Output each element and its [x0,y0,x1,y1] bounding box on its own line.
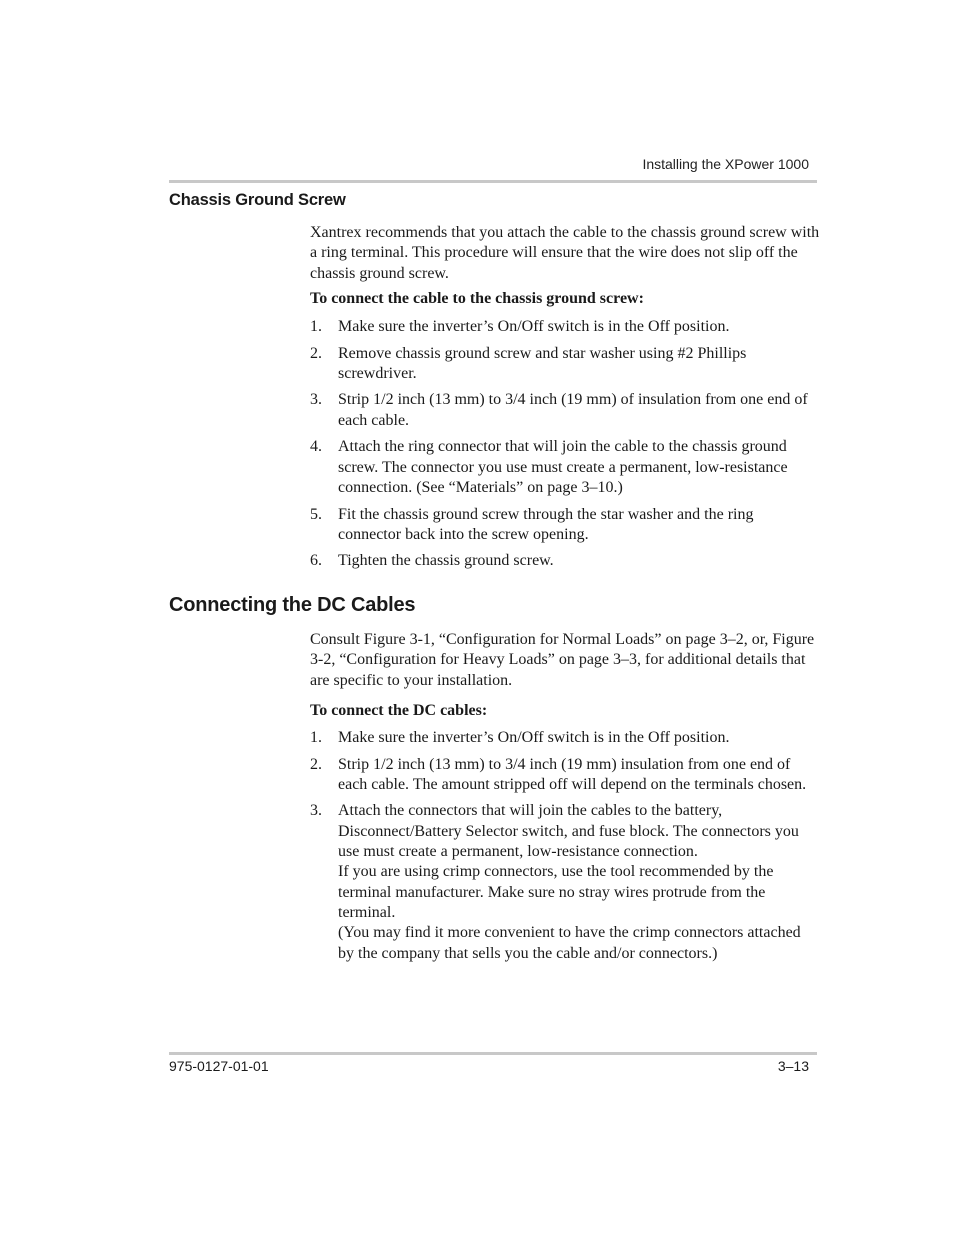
header-rule [169,180,817,183]
list-item [310,317,820,337]
list-item [310,728,820,748]
step-number: 5. [310,505,322,523]
step-number: 6. [310,552,322,570]
step-text-note: (You may find it more convenient to have the crimp connectors attached by the company that sells you the cable and/or connectors.) [338,924,801,962]
section-heading-connecting-dc-cables: Connecting the DC Cables [169,594,416,616]
list-item [310,505,820,546]
section2-intro: Consult Figure 3-1, “Configuration for Normal Loads” on page 3–2, or, Figure 3-2, “Configuration for Heavy Loads” on page 3–3, for additional details that are specific to your installation. [310,631,815,689]
step-text: Strip 1/2 inch (13 mm) to 3/4 inch (19 mm) of insulation from one end of each cable. [338,391,808,429]
step-number: 1. [310,729,322,746]
page-number: 3–13 [777,1058,809,1074]
step-text: Fit the chassis ground screw through the star washer and the ring connector back into the screw opening. [338,505,754,543]
step-number: 2. [310,344,322,362]
section1-intro: Xantrex recommends that you attach the cable to the chassis ground screw with a ring terminal. This procedure will ensure that the wire does not slip off the chassis ground screw. [310,224,820,282]
list-item [310,801,820,963]
list-item [310,755,820,796]
section-heading-chassis-ground-screw: Chassis Ground Screw [169,191,346,209]
step-text: Remove chassis ground screw and star washer using #2 Phillips screwdriver. [338,344,747,382]
step-number: 3. [310,391,322,409]
step-number: 2. [310,755,322,773]
section1-steps [310,317,820,578]
step-text: Attach the connectors that will join the cables to the battery, Disconnect/Battery Selector switch, and fuse block. The connectors you use must create a permanent, low-resistance connection. [338,802,799,861]
footer-rule [169,1052,817,1055]
section1-procedure-title: To connect the cable to the chassis ground screw: [310,290,644,307]
step-text: Make sure the inverter’s On/Off switch is in the Off position. [338,318,730,335]
step-text: Attach the ring connector that will join the cable to the chassis ground screw. The connector you use must create a permanent, low-resistance connection. (See “Materials” on page 3–10.) [338,438,788,496]
section2-procedure-title: To connect the DC cables: [310,702,488,719]
list-item [310,551,820,571]
section2-steps [310,728,820,970]
running-header: Installing the XPower 1000 [642,156,809,172]
step-text: Tighten the chassis ground screw. [338,552,554,570]
list-item [310,390,820,431]
step-text-crimp: If you are using crimp connectors, use the tool recommended by the terminal manufacturer. Make sure no stray wires protrude from the terminal. [338,863,774,921]
step-number: 1. [310,318,322,335]
list-item [310,344,820,385]
step-text: Make sure the inverter’s On/Off switch is in the Off position. [338,729,730,746]
step-text: Strip 1/2 inch (13 mm) to 3/4 inch (19 mm) insulation from one end of each cable. The amount stripped off will depend on the terminals chosen. [338,755,807,793]
step-number: 3. [310,802,322,820]
document-number: 975-0127-01-01 [169,1058,269,1074]
list-item [310,437,820,498]
step-number: 4. [310,438,322,456]
